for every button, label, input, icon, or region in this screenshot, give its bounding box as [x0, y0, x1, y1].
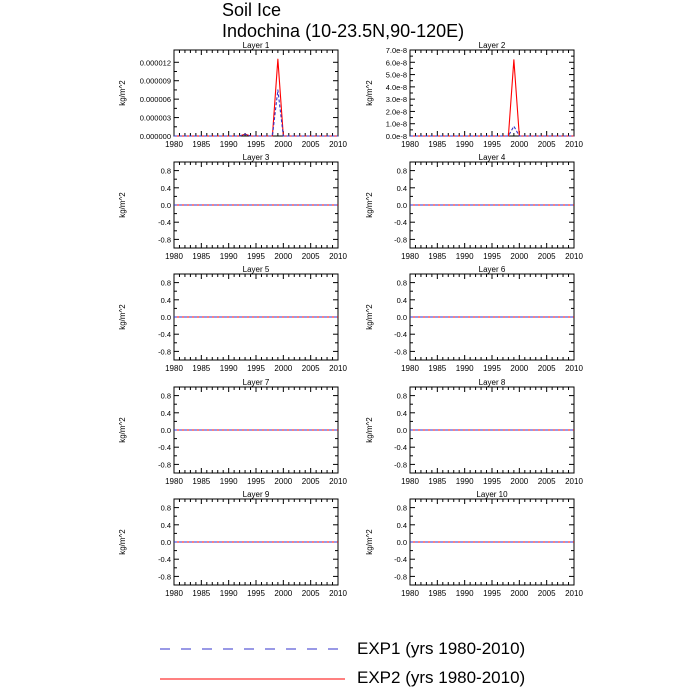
x-tick-label: 2000: [510, 589, 529, 598]
y-tick-label: -0.4: [158, 443, 171, 453]
y-tick-label: -0.8: [394, 460, 407, 470]
panel-6-ylabel: kg/m^2: [365, 304, 374, 330]
panel-3-title: Layer 3: [242, 153, 270, 162]
panel-7: [118, 378, 347, 486]
x-tick-label: 1985: [428, 477, 447, 486]
x-tick-label: 1995: [483, 589, 501, 598]
x-tick-label: 1990: [219, 589, 238, 598]
x-tick-label: 2000: [274, 140, 293, 149]
x-tick-label: 1995: [247, 477, 265, 486]
y-tick-label: 0.4: [396, 408, 407, 418]
y-tick-label: 0.8: [160, 166, 171, 176]
y-tick-label: -0.4: [158, 330, 171, 340]
y-tick-label: 0.4: [160, 408, 171, 418]
x-tick-label: 1985: [192, 252, 211, 261]
x-tick-label: 2005: [301, 364, 320, 373]
x-tick-label: 2005: [537, 364, 556, 373]
series-line-exp2: [410, 60, 574, 136]
y-tick-label: 0.0: [160, 538, 171, 547]
x-tick-label: 1995: [483, 364, 501, 373]
panel-8-ylabel: kg/m^2: [365, 417, 374, 443]
x-tick-label: 2010: [329, 477, 347, 486]
panel-1-title: Layer 1: [242, 41, 270, 50]
y-tick-label: 0.4: [396, 520, 407, 530]
x-tick-label: 1980: [401, 477, 419, 486]
x-tick-label: 2010: [565, 477, 583, 486]
x-tick-label: 1995: [483, 477, 501, 486]
x-tick-label: 2005: [301, 477, 320, 486]
x-tick-label: 2000: [274, 364, 293, 373]
x-tick-label: 2005: [537, 252, 556, 261]
x-tick-label: 1985: [192, 589, 211, 598]
x-tick-label: 2005: [537, 589, 556, 598]
y-tick-label: 0.000003: [139, 113, 171, 123]
x-tick-label: 1990: [219, 140, 238, 149]
panel-9-title: Layer 9: [242, 490, 270, 499]
x-tick-label: 1990: [219, 364, 238, 373]
y-tick-label: -0.4: [158, 218, 171, 228]
x-tick-label: 1980: [165, 364, 183, 373]
panel-8: [365, 378, 583, 486]
x-tick-label: 1995: [483, 140, 501, 149]
y-tick-label: 2.0e-8: [385, 107, 407, 117]
series-line-exp1: [174, 90, 338, 136]
x-tick-label: 2010: [329, 252, 347, 261]
x-tick-label: 1990: [455, 364, 474, 373]
y-tick-label: 0.8: [396, 503, 407, 513]
y-tick-label: 5.0e-8: [385, 70, 407, 80]
panel-6: [365, 265, 583, 373]
y-tick-label: 0.0: [396, 201, 407, 210]
panel-5-title: Layer 5: [242, 265, 270, 274]
x-tick-label: 2010: [565, 589, 583, 598]
y-tick-label: 0.000006: [139, 95, 171, 105]
panel-4-title: Layer 4: [478, 153, 506, 162]
panel-7-ylabel: kg/m^2: [118, 417, 127, 443]
panel-9: [118, 490, 347, 598]
y-tick-label: 0.0: [160, 313, 171, 322]
y-tick-label: 0.0: [160, 201, 171, 210]
x-tick-label: 1980: [401, 252, 419, 261]
y-tick-label: 0.8: [160, 391, 171, 401]
panel-10-ylabel: kg/m^2: [365, 529, 374, 555]
y-tick-label: 0.8: [396, 166, 407, 176]
y-tick-label: 0.4: [160, 295, 171, 305]
panel-10-title: Layer 10: [476, 490, 508, 499]
legend-exp2-swatch: [160, 667, 350, 691]
figure-title-line2: Indochina (10-23.5N,90-120E): [222, 21, 465, 41]
panel-2: [365, 41, 583, 149]
y-tick-label: 0.0: [396, 426, 407, 435]
series-line-exp2: [174, 59, 338, 136]
panel-2-title: Layer 2: [478, 41, 506, 50]
panel-10: [365, 490, 583, 598]
x-tick-label: 2010: [565, 364, 583, 373]
y-tick-label: 0.0: [160, 426, 171, 435]
legend-exp1-swatch: [160, 638, 350, 662]
y-tick-label: 7.0e-8: [385, 46, 407, 55]
y-tick-label: -0.8: [158, 572, 171, 582]
x-tick-label: 2010: [329, 589, 347, 598]
x-tick-label: 1990: [455, 589, 474, 598]
x-tick-label: 1985: [192, 364, 211, 373]
panel-3: [118, 153, 347, 261]
legend-item-exp2: [160, 667, 580, 691]
y-tick-label: 0.000009: [139, 76, 171, 86]
x-tick-label: 1985: [428, 140, 447, 149]
x-tick-label: 1985: [192, 477, 211, 486]
x-tick-label: 1995: [247, 252, 265, 261]
y-tick-label: 0.0: [396, 313, 407, 322]
x-tick-label: 1980: [165, 140, 183, 149]
panel-2-ylabel: kg/m^2: [365, 80, 374, 106]
x-tick-label: 1985: [428, 589, 447, 598]
x-tick-label: 1980: [165, 252, 183, 261]
x-tick-label: 1980: [401, 140, 419, 149]
x-tick-label: 1990: [219, 477, 238, 486]
x-tick-label: 2000: [510, 140, 529, 149]
legend-item-exp1: [160, 638, 580, 662]
x-tick-label: 2000: [274, 589, 293, 598]
y-tick-label: -0.8: [158, 235, 171, 245]
panel-4: [365, 153, 583, 261]
panel-8-title: Layer 8: [478, 378, 506, 387]
y-tick-label: 6.0e-8: [385, 58, 407, 68]
panel-2-frame: [410, 50, 574, 136]
y-tick-label: 3.0e-8: [385, 95, 407, 105]
y-tick-label: 0.0: [396, 538, 407, 547]
x-tick-label: 2010: [329, 364, 347, 373]
x-tick-label: 1980: [165, 589, 183, 598]
y-tick-label: -0.8: [394, 572, 407, 582]
panel-6-title: Layer 6: [478, 265, 506, 274]
panel-5: [118, 265, 347, 373]
x-tick-label: 2010: [565, 252, 583, 261]
y-tick-label: 0.4: [396, 295, 407, 305]
x-tick-label: 2005: [301, 140, 320, 149]
y-tick-label: 1.0e-8: [385, 119, 407, 129]
x-tick-label: 1995: [247, 140, 265, 149]
legend-exp1-label: EXP1 (yrs 1980-2010): [357, 639, 526, 658]
x-tick-label: 1995: [483, 252, 501, 261]
y-tick-label: 4.0e-8: [385, 82, 407, 92]
y-tick-label: 0.8: [396, 278, 407, 288]
y-tick-label: -0.4: [394, 330, 407, 340]
y-tick-label: 0.4: [160, 520, 171, 530]
y-tick-label: 0.8: [396, 391, 407, 401]
x-tick-label: 2010: [565, 140, 583, 149]
x-tick-label: 1980: [165, 477, 183, 486]
x-tick-label: 1980: [401, 364, 419, 373]
panel-7-title: Layer 7: [242, 378, 270, 387]
x-tick-label: 2000: [510, 364, 529, 373]
panel-4-ylabel: kg/m^2: [365, 192, 374, 218]
x-tick-label: 2005: [301, 252, 320, 261]
x-tick-label: 1990: [219, 252, 238, 261]
panel-1-frame: [174, 50, 338, 136]
y-tick-label: -0.8: [394, 347, 407, 357]
x-tick-label: 1995: [247, 589, 265, 598]
x-tick-label: 2000: [274, 252, 293, 261]
legend-exp2-label: EXP2 (yrs 1980-2010): [357, 668, 526, 687]
y-tick-label: -0.8: [158, 460, 171, 470]
y-tick-label: 0.8: [160, 278, 171, 288]
x-tick-label: 2000: [510, 477, 529, 486]
x-tick-label: 2005: [537, 140, 556, 149]
panel-9-ylabel: kg/m^2: [118, 529, 127, 555]
y-tick-label: -0.4: [158, 555, 171, 565]
y-tick-label: -0.8: [394, 235, 407, 245]
panel-3-ylabel: kg/m^2: [118, 192, 127, 218]
y-tick-label: 0.000000: [139, 132, 171, 141]
x-tick-label: 1990: [455, 140, 474, 149]
y-tick-label: 0.0e-8: [385, 132, 407, 141]
y-tick-label: -0.4: [394, 218, 407, 228]
x-tick-label: 1990: [455, 252, 474, 261]
y-tick-label: 0.4: [160, 183, 171, 193]
x-tick-label: 1985: [428, 252, 447, 261]
x-tick-label: 2005: [301, 589, 320, 598]
figure-title-line1: Soil Ice: [222, 0, 282, 20]
panel-1-ylabel: kg/m^2: [118, 80, 127, 106]
x-tick-label: 2000: [510, 252, 529, 261]
x-tick-label: 1995: [247, 364, 265, 373]
x-tick-label: 1980: [401, 589, 419, 598]
x-tick-label: 1990: [455, 477, 474, 486]
panel-5-ylabel: kg/m^2: [118, 304, 127, 330]
x-tick-label: 2000: [274, 477, 293, 486]
y-tick-label: 0.8: [160, 503, 171, 513]
x-tick-label: 2005: [537, 477, 556, 486]
y-tick-label: -0.4: [394, 555, 407, 565]
x-tick-label: 2010: [329, 140, 347, 149]
y-tick-label: 0.000012: [139, 58, 171, 68]
y-tick-label: 0.4: [396, 183, 407, 193]
y-tick-label: -0.8: [158, 347, 171, 357]
x-tick-label: 1985: [192, 140, 211, 149]
y-tick-label: -0.4: [394, 443, 407, 453]
x-tick-label: 1985: [428, 364, 447, 373]
panel-1: [118, 41, 347, 149]
